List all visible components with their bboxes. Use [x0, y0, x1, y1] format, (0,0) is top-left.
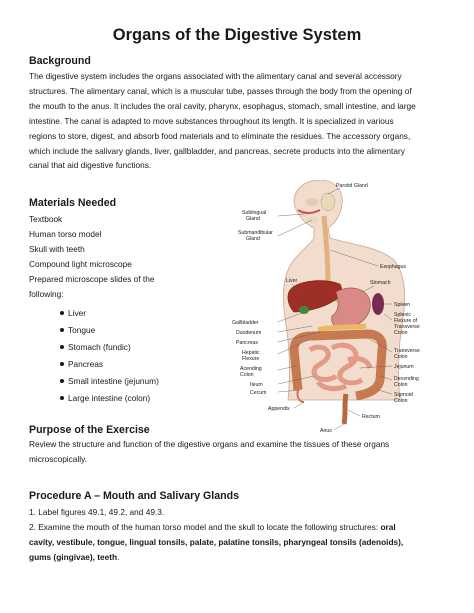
rectum-shape	[344, 394, 346, 424]
bullet-icon	[60, 379, 64, 383]
step-2-structures: gums (gingivae), teeth	[29, 551, 118, 562]
label-submandibular-gland: Submandibular	[238, 230, 273, 236]
procedure-step-2	[29, 520, 449, 535]
label-descending-colon: Decending	[394, 376, 419, 382]
purpose-heading: Purpose of the Exercise	[29, 424, 150, 436]
materials-item: Skull with teeth	[29, 243, 85, 254]
label-transverse-colon: Colon	[394, 354, 408, 360]
label-anus: Anus	[320, 428, 332, 434]
background-line: which include the salivary glands, liver, gallbladder, and pancreas, secrete products into the alimentary	[29, 145, 405, 156]
procedure-step-2-cont	[29, 535, 449, 550]
slide-item	[60, 325, 95, 335]
label-ileum: Ileum	[250, 382, 263, 388]
step-2-end: .	[117, 551, 120, 562]
label-pancreas: Pancreas	[236, 340, 258, 346]
label-submandibular-gland: Gland	[246, 236, 260, 242]
slide-label: Tongue	[68, 325, 96, 335]
label-descending-colon: Colon	[394, 382, 408, 388]
purpose-line: Review the structure and function of the digestive organs and examine the tissues of these organs	[29, 439, 390, 449]
label-cecum: Cecum	[250, 390, 267, 396]
slide-item	[60, 308, 86, 318]
label-duodenum: Duodenum	[236, 330, 262, 336]
label-jejunum: Jejunum	[394, 364, 414, 370]
background-paragraph	[29, 69, 449, 173]
label-sublingual-gland: Sublingual	[242, 210, 267, 216]
gallbladder-shape	[299, 306, 309, 314]
bullet-icon	[60, 328, 64, 332]
digestive-system-illustration	[228, 180, 458, 440]
label-rectum: Rectum	[362, 414, 380, 420]
procedure-heading: Procedure A – Mouth and Salivary Glands	[29, 490, 239, 502]
label-gallbladder: Gallbladder	[232, 320, 259, 326]
nose-shape	[306, 198, 318, 206]
page-title: Organs of the Digestive System	[112, 26, 362, 44]
materials-item: Compound light microscope	[29, 258, 132, 269]
label-splenic-flexure: Splenic	[394, 312, 412, 318]
label-ascending-colon: Colon	[240, 372, 254, 378]
materials-list	[29, 212, 154, 301]
label-parotid-gland: Parotid Gland	[336, 183, 368, 189]
slide-label: Large intestine (colon)	[68, 393, 151, 403]
procedure-step-1: 1. Label figures 49.1, 49.2, and 49.3.	[29, 507, 165, 517]
materials-item: following:	[29, 288, 64, 299]
slide-item	[60, 359, 103, 369]
label-hepatic-flexure: Flexure	[242, 356, 260, 362]
bullet-icon	[60, 362, 64, 366]
slide-item	[60, 376, 159, 386]
slide-label: Small intestine (jejunum)	[68, 376, 159, 386]
slide-item	[60, 342, 131, 352]
bullet-icon	[60, 396, 64, 400]
materials-item: Prepared microscope slides of the	[29, 273, 155, 284]
label-hepatic-flexure: Hepatic	[242, 350, 260, 356]
bullet-icon	[60, 345, 64, 349]
label-appendix: Appendix	[268, 406, 290, 412]
bullet-icon	[60, 311, 64, 315]
procedure-steps	[29, 505, 449, 565]
label-stomach: Stomach	[370, 280, 391, 286]
background-line: intestine. The canal is adapted to move substances throughout its length. It is specialized in various	[29, 115, 394, 126]
parotid-gland-shape	[321, 193, 335, 211]
label-esophagus: Esophagus	[380, 264, 406, 270]
slide-item	[60, 393, 150, 403]
label-transverse-colon: Transverse	[394, 348, 420, 354]
materials-heading: Materials Needed	[29, 197, 117, 209]
slide-label: Pancreas	[68, 359, 104, 369]
background-line: canal that aid digestive functions.	[29, 160, 152, 171]
background-line: structures. The alimentary canal, which is a muscular tube, passes through the body from the opening of	[29, 85, 412, 96]
label-liver: Liver	[286, 278, 298, 284]
slide-label: Liver	[68, 308, 86, 318]
purpose-line: microscopically.	[29, 453, 87, 464]
step-2-structure: oral	[380, 521, 396, 532]
purpose-paragraph	[29, 437, 449, 467]
label-splenic-flexure: Transverse	[394, 324, 420, 330]
background-heading: Background	[29, 55, 91, 67]
slide-label: Stomach (fundic)	[68, 342, 131, 352]
materials-item: Textbook	[29, 214, 63, 224]
background-line: the mouth to the anus. It includes the oral cavity, pharynx, esophagus, stomach, small intestine, and large	[29, 100, 416, 111]
label-sigmoid-colon: Colon	[394, 398, 408, 404]
label-sublingual-gland: Gland	[246, 216, 260, 222]
background-line: regions to store, digest, and absorb food materials and to eliminate the residues. The accessory organs,	[29, 130, 411, 141]
step-2-structures: cavity, vestibule, tongue, lingual tonsils, palate, palatine tonsils, pharyngeal tonsils (adenoids),	[29, 536, 404, 547]
background-line: The digestive system includes the organs associated with the alimentary canal and several accessory	[29, 71, 402, 81]
materials-item: Human torso model	[29, 228, 102, 239]
label-splenic-flexure: Flexure of	[394, 318, 418, 324]
label-sigmoid-colon: Sigmoid	[394, 392, 413, 398]
label-ascending-colon: Acending	[240, 366, 262, 372]
step-2-text: 2. Examine the mouth of the human torso model and the skull to locate the following structures:	[29, 521, 381, 532]
procedure-step-2-cont	[29, 550, 449, 565]
label-spleen: Spleen	[394, 302, 411, 308]
label-splenic-flexure: Colon	[394, 330, 408, 336]
